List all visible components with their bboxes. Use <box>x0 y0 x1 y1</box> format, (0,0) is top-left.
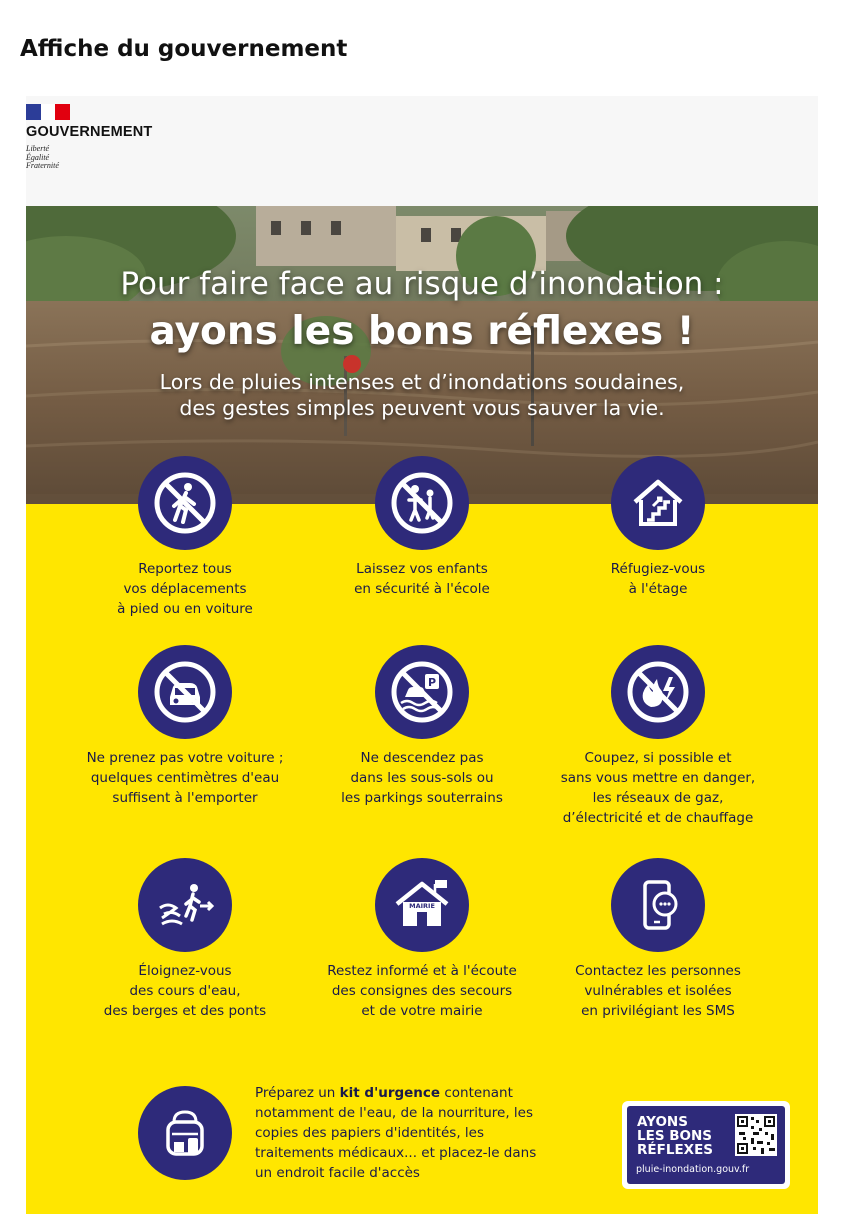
caption-line: suffisent à l'emporter <box>112 790 258 806</box>
phone-sms-icon <box>611 858 705 952</box>
no-walking-icon <box>138 456 232 550</box>
caption-line: vulnérables et isolées <box>584 983 732 999</box>
caption-line: les parkings souterrains <box>341 790 503 806</box>
kit-text-start: Préparez un <box>255 1085 340 1101</box>
reflex-card <box>533 858 783 1021</box>
government-title: GOUVERNEMENT <box>26 124 153 140</box>
no-children-out-icon <box>375 456 469 550</box>
qr-code-icon <box>735 1114 777 1156</box>
reflex-caption <box>533 748 783 828</box>
caption-line: à l'étage <box>628 581 688 597</box>
subtitle-line-2: des gestes simples peuvent vous sauver la vie. <box>179 396 665 420</box>
caption-line: Éloignez-vous <box>138 963 232 979</box>
move-away-from-water-icon <box>138 858 232 952</box>
emergency-kit-icon <box>138 1086 232 1180</box>
caption-line: Laissez vos enfants <box>356 561 488 577</box>
caption-line: en privilégiant les SMS <box>581 1003 735 1019</box>
reflex-caption <box>60 748 310 808</box>
motto-fraternite: Fraternité <box>26 161 59 170</box>
government-logo-block <box>26 96 818 206</box>
caption-line: les réseaux de gaz, <box>592 790 724 806</box>
subtitle-line-1: Lors de pluies intenses et d’inondations soudaines, <box>159 370 685 394</box>
caption-line: des consignes des secours <box>331 983 513 999</box>
town-hall-label: MAIRIE <box>409 902 435 910</box>
town-hall-icon <box>375 858 469 952</box>
cut-gas-electricity-icon <box>611 645 705 739</box>
reflex-card <box>297 858 547 1021</box>
kit-text-bold: kit d'urgence <box>339 1085 441 1101</box>
emergency-kit-text <box>255 1083 555 1183</box>
caption-line: dans les sous-sols ou <box>350 770 494 786</box>
qr-line-3: RÉFLEXES <box>637 1142 714 1158</box>
caption-line: en sécurité à l'école <box>354 581 490 597</box>
marianne-flag-logo <box>26 104 70 120</box>
caption-line: sans vous mettre en danger, <box>560 770 756 786</box>
page-title: Affiche du gouvernement <box>20 36 348 62</box>
caption-line: Ne prenez pas votre voiture ; <box>86 750 284 766</box>
caption-line: Coupez, si possible et <box>584 750 732 766</box>
svg-text:P: P <box>427 676 437 689</box>
caption-line: Réfugiez-vous <box>610 561 706 577</box>
caption-line: et de votre mairie <box>361 1003 483 1019</box>
qr-code-card <box>622 1101 790 1189</box>
reflex-caption <box>297 748 547 808</box>
no-underground-parking-icon <box>375 645 469 739</box>
government-motto <box>26 145 59 171</box>
headline-line-2: ayons les bons réflexes ! <box>149 309 695 354</box>
caption-line: des berges et des ponts <box>103 1003 267 1019</box>
reflex-card <box>60 858 310 1021</box>
subtitle <box>26 369 818 421</box>
reflex-card <box>297 645 547 808</box>
caption-line: Reportez tous <box>138 561 232 577</box>
reflex-caption <box>60 961 310 1021</box>
reflex-card <box>533 645 783 828</box>
reflex-caption <box>297 961 547 1021</box>
reflex-card <box>60 645 310 808</box>
reflex-card <box>297 456 547 599</box>
motto-liberte: Liberté <box>26 144 50 153</box>
caption-line: Restez informé et à l'écoute <box>327 963 517 979</box>
qr-line-1: AYONS <box>637 1114 688 1130</box>
reflex-card <box>60 456 310 619</box>
upstairs-house-icon <box>611 456 705 550</box>
reflex-caption <box>297 559 547 599</box>
caption-line: à pied ou en voiture <box>117 601 253 617</box>
caption-line: d’électricité et de chauffage <box>562 810 754 826</box>
caption-line: quelques centimètres d'eau <box>90 770 280 786</box>
no-car-icon <box>138 645 232 739</box>
caption-line: des cours d'eau, <box>129 983 241 999</box>
reflex-card <box>533 456 783 599</box>
caption-line: Contactez les personnes <box>575 963 741 979</box>
qr-line-2: LES BONS <box>637 1128 713 1144</box>
reflex-caption <box>533 559 783 599</box>
kit-text-end: contenant notamment de l'eau, de la nourriture, les copies des papiers d'identités, les traitements médicaux... et placez-le dans un endroit facile d'accès <box>255 1085 537 1181</box>
reflex-caption <box>533 961 783 1021</box>
reflex-caption <box>60 559 310 619</box>
qr-url: pluie-inondation.gouv.fr <box>636 1164 750 1175</box>
caption-line: Ne descendez pas <box>360 750 484 766</box>
flood-poster <box>26 206 818 1214</box>
motto-egalite: Égalité <box>26 152 50 162</box>
headline-line-1: Pour faire face au risque d’inondation : <box>120 266 724 302</box>
caption-line: vos déplacements <box>123 581 247 597</box>
